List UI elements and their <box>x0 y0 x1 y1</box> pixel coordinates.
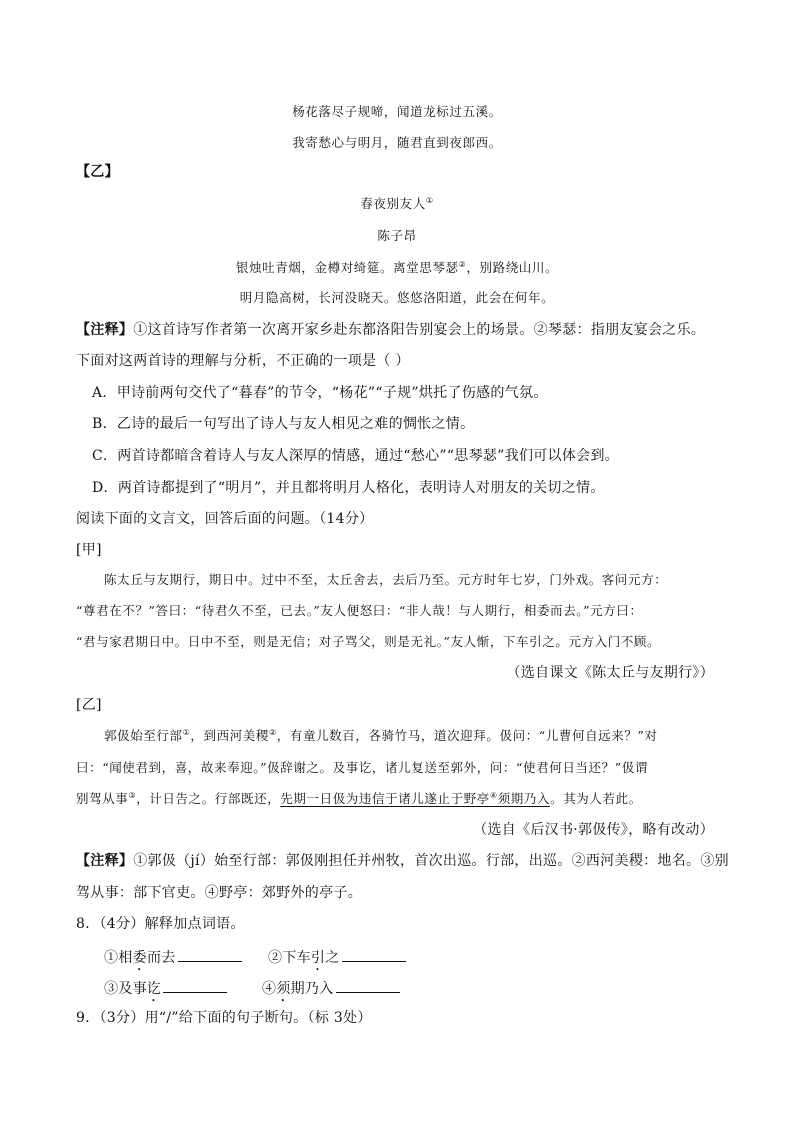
question-7-option-a: A．甲诗前两句交代了“暮春”的节令，“杨花”“子规”烘托了伤感的气氛。 <box>92 385 548 401</box>
answer-blank[interactable] <box>178 948 242 962</box>
answer-blank[interactable] <box>163 979 227 993</box>
question-8-item-3: ③及事讫 <box>104 979 227 1005</box>
question-8-stem: 8．（4分）解释加点词语。 <box>76 916 245 932</box>
question-7-option-c: C．两首诗都暗含着诗人与友人深厚的情感，通过“愁心”“思琴瑟”我们可以体会到。 <box>92 448 620 464</box>
passage-b-line-3: 别驾从事③，计日告之。行部既还，先期一日伋为违信于诸儿遂止于野亭④须期乃入。其为人若此。 <box>76 790 642 806</box>
poem-a-line-2: 我寄愁心与明月，随君直到夜郎西。 <box>292 135 502 150</box>
question-8-item-4: ④须期乃入 <box>262 979 400 1005</box>
passage-b-line-2: 曰：“闻使君到，喜，故来奉迎。”伋辞谢之。及事讫，诸儿复送至郭外，问：“使君何日当还？”伋谓 <box>76 760 648 775</box>
passage-a-source: （选自课文《陈太丘与友期行》） <box>506 665 714 681</box>
answer-blank[interactable] <box>336 979 400 993</box>
poem-b-marker: 【乙】 <box>76 164 119 180</box>
underlined-sentence: 先期一日伋为违信于诸儿遂止于野亭④须期乃入 <box>280 790 551 806</box>
passage-a-line-3: “君与家君期日中。日中不至，则是无信；对子骂父，则是无礼。”友人惭，下车引之。元方入门不顾。 <box>76 634 661 649</box>
passage-b-source: （选自《后汉书·郭伋传》，略有改动） <box>473 822 714 838</box>
classical-intro: 阅读下面的文言文，回答后面的问题。（14分） <box>76 511 374 527</box>
answer-blank[interactable] <box>342 948 406 962</box>
passage-a-marker: [甲] <box>76 542 102 558</box>
passage-a-line-1: 陈太丘与友期行，期日中。过中不至，太丘舍去，去后乃至。元方时年七岁，门外戏。客问元方： <box>104 572 668 587</box>
question-7-option-b: B．乙诗的最后一句写出了诗人与友人相见之难的惆怅之情。 <box>92 416 475 432</box>
passage-b-line-1: 郭伋始至行部①，到西河美稷②，有童儿数百，各骑竹马，道次迎拜。伋问：“儿曹何自远来？”对 <box>104 727 658 743</box>
poem-b-title: 春夜别友人① <box>360 195 434 211</box>
poem-b-line-2: 明月隐高树，长河没晓天。悠悠洛阳道，此会在何年。 <box>239 290 555 305</box>
passage-a-line-2: “尊君在不？”答曰：“待君久不至，已去。”友人便怒曰：“非人哉！与人期行，相委而去。”元方曰： <box>76 603 643 618</box>
poem-notes: 【注释】①这首诗写作者第一次离开家乡赴东都洛阳告别宴会上的场景。②琴瑟：指朋友宴会之乐。 <box>76 322 706 338</box>
question-9-stem: 9．（3分）用“/”给下面的句子断句。（标 3处） <box>76 1010 372 1026</box>
classical-notes-line-2: 驾从事：部下官吏。④野亭：郊野外的亭子。 <box>76 885 362 901</box>
question-8-item-2: ②下车引之 <box>268 948 406 974</box>
question-8-item-1: ①相委而去 <box>104 948 242 974</box>
question-7-stem: 下面对这两首诗的理解与分析，不正确的一项是（ ） <box>76 353 410 369</box>
poem-b-author: 陈子昂 <box>377 228 417 243</box>
poem-a-line-1: 杨花落尽子规啼，闻道龙标过五溪。 <box>292 104 502 119</box>
passage-b-marker: [乙] <box>76 697 102 713</box>
poem-b-line-1: 银烛吐青烟，金樽对绮筵。离堂思琴瑟②，别路绕山川。 <box>235 259 559 275</box>
question-7-option-d: D．两首诗都提到了“明月”，并且都将明月人格化，表明诗人对朋友的关切之情。 <box>92 480 605 496</box>
classical-notes-line-1: 【注释】①郭伋（jí）始至行部：郭伋刚担任并州牧，首次出巡。行部，出巡。②西河美稷：地名。③别 <box>76 853 729 869</box>
